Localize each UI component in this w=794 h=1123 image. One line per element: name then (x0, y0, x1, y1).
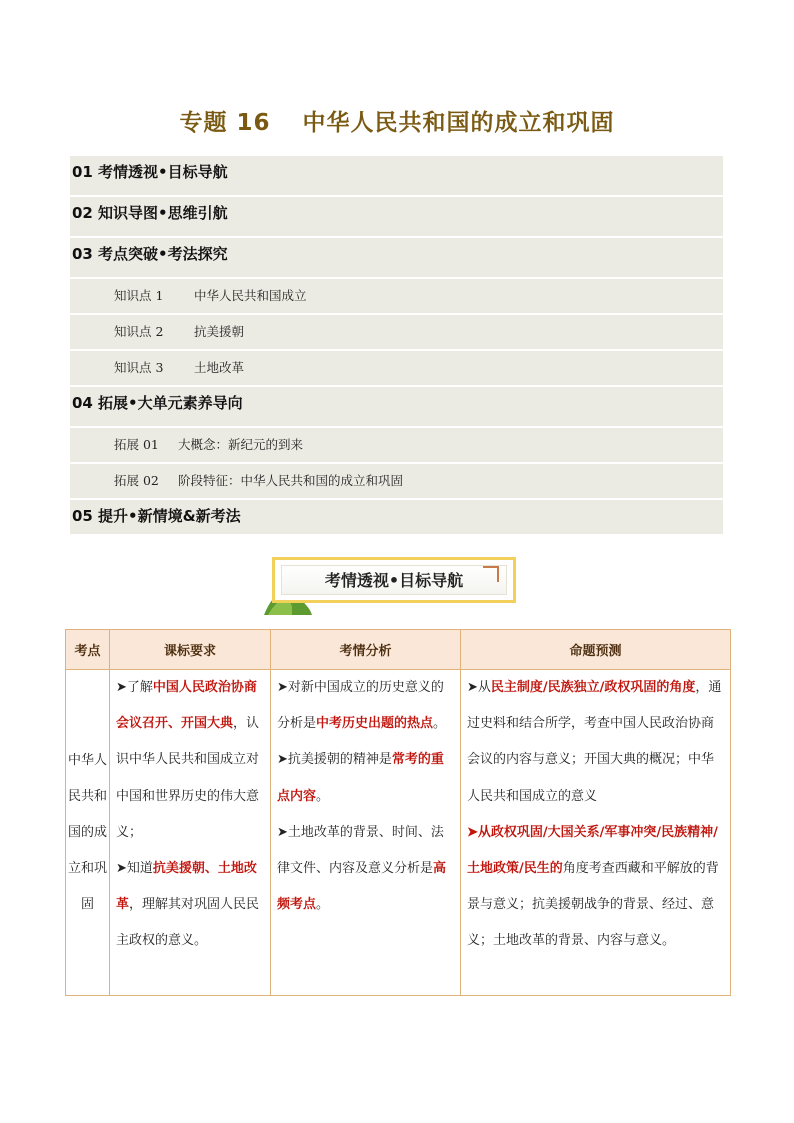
cell-text: ➤了解 (116, 680, 153, 695)
banner-frame (272, 557, 516, 603)
cell-text: 。 (316, 897, 330, 913)
cell-text: ➤抗美援朝的精神是 (277, 752, 392, 768)
toc-item-03[interactable] (70, 238, 723, 279)
toc-no: 04 (72, 394, 93, 412)
toc-label: 提升•新情境&新考法 (98, 507, 241, 525)
banner-corner-mark (483, 566, 499, 568)
toc-label: 拓展•大单元素养导向 (98, 394, 243, 412)
toc-item-02[interactable] (70, 197, 723, 238)
toc-sub-key: 拓展 02 (114, 473, 159, 488)
cell-text: 角度考查西藏和平解放的背景与意义；抗美援朝战争的背景、经过、意义；土地改革的背景、内容与意义。 (467, 861, 719, 949)
header-cell: 考点 (66, 630, 110, 670)
toc-sub-value: 抗美援朝 (194, 324, 245, 339)
toc-sub-key: 知识点 2 (114, 324, 164, 339)
toc-label: 考情透视•目标导航 (98, 163, 228, 181)
cell-text: 。 (316, 788, 330, 804)
cell-text: ➤知道 (116, 861, 153, 877)
cell-text: ，认识中华人民共和国成立对中国和世界历史的伟大意义； (116, 716, 260, 840)
highlight-text: 常考的重点内容 (277, 752, 444, 804)
toc-sub-key: 知识点 1 (114, 288, 164, 303)
toc-item-01[interactable] (70, 156, 723, 197)
toc-subitem[interactable] (70, 351, 723, 387)
toc-sub-value: 阶段特征：中华人民共和国的成立和巩固 (178, 473, 404, 488)
toc-subitem[interactable] (70, 428, 723, 464)
toc-sub-value: 土地改革 (194, 360, 245, 375)
cell-text: ➤对新中国成立的历史意义的分析是 (277, 680, 444, 732)
topic-cell: 中华人民共和国的成立和巩固 (66, 670, 110, 996)
toc-no: 02 (72, 204, 93, 222)
toc-item-05[interactable] (70, 500, 723, 536)
cell-text: 。 (433, 716, 447, 732)
toc-no: 05 (72, 507, 93, 525)
banner-title: 考情透视•目标导航 (281, 565, 507, 595)
cell-text: ，通过史料和结合所学，考查中国人民政治协商会议的内容与意义；开国大典的概况；中华人民共和国成立的意义 (467, 680, 722, 804)
header-cell: 课标要求 (110, 630, 271, 670)
toc-label: 考点突破•考法探究 (98, 245, 228, 263)
curriculum-cell (110, 670, 271, 996)
title-prefix: 专题 16 (179, 110, 271, 136)
table-of-contents (70, 156, 723, 536)
cell-text: ➤土地改革的背景、时间、法律文件、内容及意义分析是 (277, 824, 444, 877)
toc-sub-value: 大概念：新纪元的到来 (178, 437, 304, 452)
toc-item-04[interactable] (70, 387, 723, 428)
prediction-cell (461, 670, 731, 996)
banner-corner-mark (497, 566, 499, 582)
cell-text: ➤从 (467, 680, 491, 695)
highlight-text: 政权巩固/大国关系/军事冲突/民族精神/土地政策/民生的 (467, 824, 718, 877)
highlight-text: 民主制度/民族独立/政权巩固的角度 (490, 680, 696, 695)
page-title (0, 104, 794, 137)
toc-no: 03 (72, 245, 93, 263)
toc-subitem[interactable] (70, 279, 723, 315)
table-header-row (66, 630, 731, 670)
table-row (66, 670, 731, 996)
section-banner (264, 557, 526, 613)
toc-sub-key: 知识点 3 (114, 360, 164, 375)
highlight-text: 中国人民政治协商会议召开、开国大典 (116, 680, 257, 732)
toc-subitem[interactable] (70, 464, 723, 500)
cell-text: ，理解其对巩固人民民主政权的意义。 (116, 897, 260, 949)
title-main: 中华人民共和国的成立和巩固 (302, 110, 615, 136)
exam-analysis-table (65, 629, 731, 996)
toc-no: 01 (72, 163, 93, 181)
toc-sub-key: 拓展 01 (114, 437, 159, 452)
toc-subitem[interactable] (70, 315, 723, 351)
highlight-text: 高频考点 (277, 861, 447, 913)
header-cell: 考情分析 (271, 630, 461, 670)
toc-label: 知识导图•思维引航 (98, 204, 228, 222)
header-cell: 命题预测 (461, 630, 731, 670)
toc-sub-value: 中华人民共和国成立 (194, 288, 307, 303)
analysis-cell (271, 670, 461, 996)
highlight-text: 抗美援朝、土地改革 (116, 861, 257, 913)
highlight-text: 中考历史出题的热点 (316, 716, 434, 732)
highlight-text: ➤从 (467, 824, 491, 840)
